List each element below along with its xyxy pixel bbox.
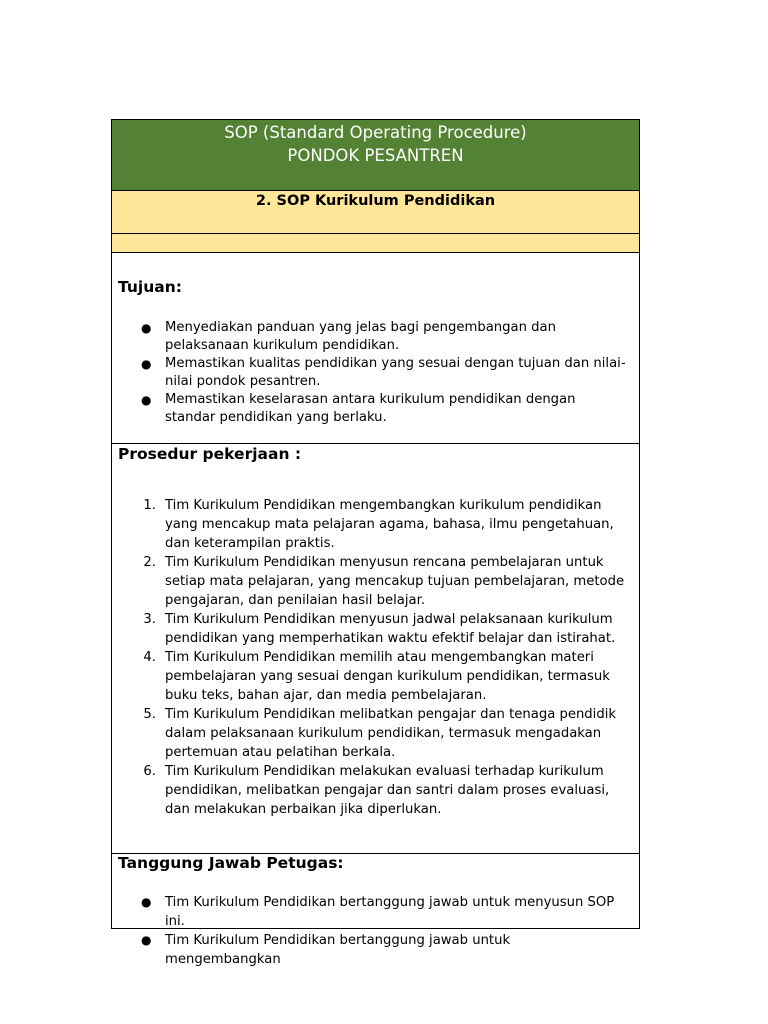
- bullet-icon: ●: [141, 933, 152, 947]
- title-line-2: PONDOK PESANTREN: [287, 146, 464, 165]
- title-line-1: SOP (Standard Operating Procedure): [224, 123, 527, 142]
- list-item: 2. Tim Kurikulum Pendidikan menyusun rencana pembelajaran untuk setiap mata pelajaran, yang mencakup tujuan pembelajaran, metode pengajaran, dan penilaian hasil belajar.: [143, 555, 625, 608]
- tanggung-jawab-heading: Tanggung Jawab Petugas:: [118, 854, 344, 872]
- subtitle-banner: [112, 191, 639, 234]
- bullet-icon: ●: [141, 393, 152, 407]
- title-banner: [112, 120, 639, 191]
- sop-document: [111, 119, 640, 967]
- tanggung-jawab-list: [112, 893, 641, 969]
- tanggung-jawab-section: [112, 854, 639, 967]
- list-item: ● Memastikan keselarasan antara kurikulum pendidikan dengan standar pendidikan yang berlaku.: [141, 392, 576, 425]
- prosedur-section: [112, 444, 639, 854]
- list-item: ● Tim Kurikulum Pendidikan bertanggung jawab untuk menyusun SOP ini.: [141, 895, 615, 929]
- list-item: ● Tim Kurikulum Pendidikan bertanggung jawab untuk mengembangkan: [141, 933, 511, 967]
- bullet-icon: ●: [141, 321, 152, 335]
- list-item: ● Menyediakan panduan yang jelas bagi pengembangan dan pelaksanaan kurikulum pendidikan.: [141, 320, 556, 353]
- tujuan-list: [112, 319, 641, 427]
- empty-band: [112, 234, 639, 253]
- list-item: 1. Tim Kurikulum Pendidikan mengembangkan kurikulum pendidikan yang mencakup mata pelajaran agama, bahasa, ilmu pengetahuan, dan keterampilan praktis.: [143, 498, 614, 551]
- prosedur-list: [112, 496, 641, 819]
- tujuan-heading: Tujuan:: [118, 278, 182, 296]
- bullet-icon: ●: [141, 895, 152, 909]
- prosedur-heading: Prosedur pekerjaan :: [118, 445, 302, 463]
- list-item: ● Memastikan kualitas pendidikan yang sesuai dengan tujuan dan nilai-nilai pondok pesantren.: [141, 356, 626, 389]
- list-item: 3. Tim Kurikulum Pendidikan menyusun jadwal pelaksanaan kurikulum pendidikan yang memperhatikan waktu efektif belajar dan istirahat.: [143, 612, 616, 646]
- bullet-icon: ●: [141, 357, 152, 371]
- subtitle: 2. SOP Kurikulum Pendidikan: [255, 193, 496, 209]
- list-item: 5. Tim Kurikulum Pendidikan melibatkan pengajar dan tenaga pendidik dalam pelaksanaan kurikulum pendidikan, termasuk mengadakan pertemuan atau pelatihan berkala.: [143, 707, 617, 760]
- list-item: 4. Tim Kurikulum Pendidikan memilih atau mengembangkan materi pembelajaran yang sesuai dengan kurikulum pendidikan, termasuk buku teks, bahan ajar, dan media pembelajaran.: [143, 650, 610, 703]
- list-item: 6. Tim Kurikulum Pendidikan melakukan evaluasi terhadap kurikulum pendidikan, melibatkan pengajar dan santri dalam proses evaluasi, dan melakukan perbaikan jika diperlukan.: [143, 764, 610, 817]
- tujuan-section: [112, 253, 639, 444]
